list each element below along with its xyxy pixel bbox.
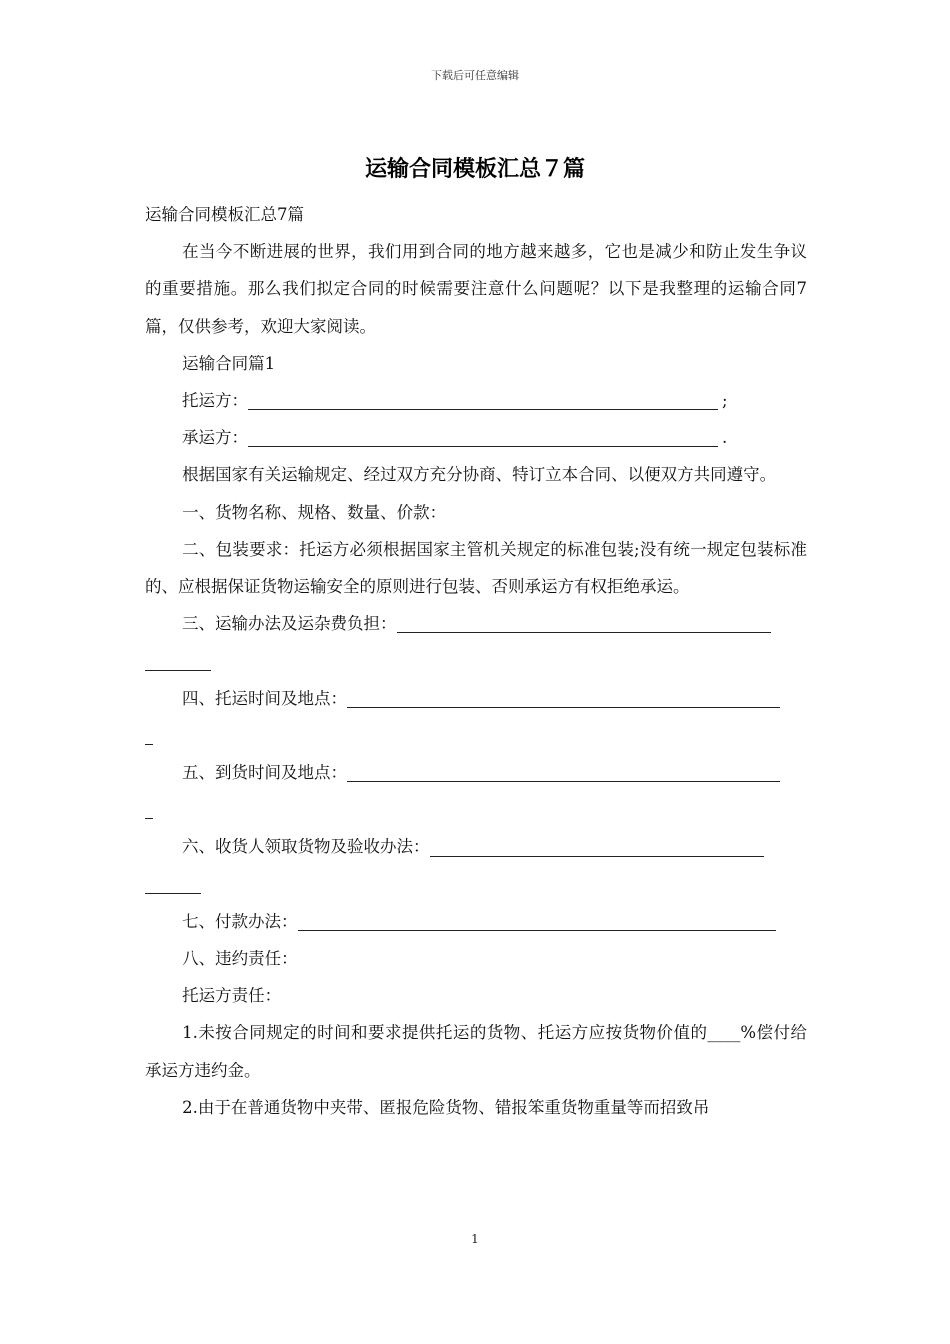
shipper-end: ; <box>722 391 728 411</box>
clause-3-label: 三、运输办法及运杂费负担： <box>182 614 397 634</box>
clause-7-label: 七、付款办法： <box>182 911 298 931</box>
clause-5-label: 五、到货时间及地点： <box>182 763 347 783</box>
clause-3-blank-tail[interactable] <box>145 670 211 671</box>
shipper-row <box>145 382 807 419</box>
carrier-row <box>145 419 807 456</box>
clause-5-blank-tail[interactable] <box>145 818 153 819</box>
clause-5-row <box>145 754 807 791</box>
clause-7-row <box>145 903 807 940</box>
document-body <box>145 196 807 1126</box>
clause-4-row <box>145 680 807 717</box>
clause-4-blank-continued <box>145 717 807 754</box>
clause-6-blank-continued <box>145 866 807 903</box>
clause-5-blank-continued <box>145 791 807 828</box>
clause-7-blank[interactable] <box>298 930 776 931</box>
document-title: 运输合同模板汇总７篇 <box>364 157 585 182</box>
clause-3-row <box>145 605 807 642</box>
clause-4-blank-tail[interactable] <box>145 744 153 745</box>
carrier-end: . <box>722 428 728 448</box>
duty-item-2: 2.由于在普通货物中夹带、匿报危险货物、错报笨重货物重量等而招致吊 <box>182 1097 710 1117</box>
carrier-blank[interactable] <box>248 446 718 447</box>
clause-4-blank[interactable] <box>347 707 780 708</box>
clause-1: 一、货物名称、规格、数量、价款： <box>182 502 447 522</box>
clause-2: 二、包装要求：托运方必须根据国家主管机关规定的标准包装;没有统一规定包装标准的、应根据保证货物运输安全的原则进行包装、否则承运方有权拒绝承运。 <box>145 539 807 597</box>
section-heading: 运输合同篇1 <box>182 353 276 373</box>
clause-6-blank-tail[interactable] <box>145 893 201 894</box>
clause-6-blank[interactable] <box>430 856 764 857</box>
shipper-label: 托运方： <box>182 391 248 411</box>
clause-3-blank[interactable] <box>397 632 771 633</box>
clause-6-row <box>145 828 807 865</box>
shipper-blank[interactable] <box>248 409 718 410</box>
clause-6-label: 六、收货人领取货物及验收办法： <box>182 837 430 857</box>
clause-4-label: 四、托运时间及地点： <box>182 688 347 708</box>
clause-3-blank-continued <box>145 642 807 679</box>
carrier-label: 承运方： <box>182 428 248 448</box>
basis-paragraph: 根据国家有关运输规定、经过双方充分协商、特订立本合同、以便双方共同遵守。 <box>182 465 777 485</box>
shipper-duty-heading: 托运方责任： <box>182 986 282 1006</box>
page-number: 1 <box>471 1232 479 1246</box>
subtitle-line: 运输合同模板汇总7篇 <box>145 205 304 224</box>
duty-item-1: 1.未按合同规定的时间和要求提供托运的货物、托运方应按货物价值的____%偿付给承运方违约金。 <box>145 1023 807 1080</box>
header-note: 下载后可任意编辑 <box>431 69 519 82</box>
clause-5-blank[interactable] <box>347 781 780 782</box>
clause-8: 八、违约责任： <box>182 949 298 968</box>
intro-paragraph: 在当今不断进展的世界，我们用到合同的地方越来越多，它也是减少和防止发生争议的重要措施。那么我们拟定合同的时候需要注意什么问题呢？以下是我整理的运输合同7篇，仅供参考，欢迎大家阅读。 <box>145 242 807 336</box>
